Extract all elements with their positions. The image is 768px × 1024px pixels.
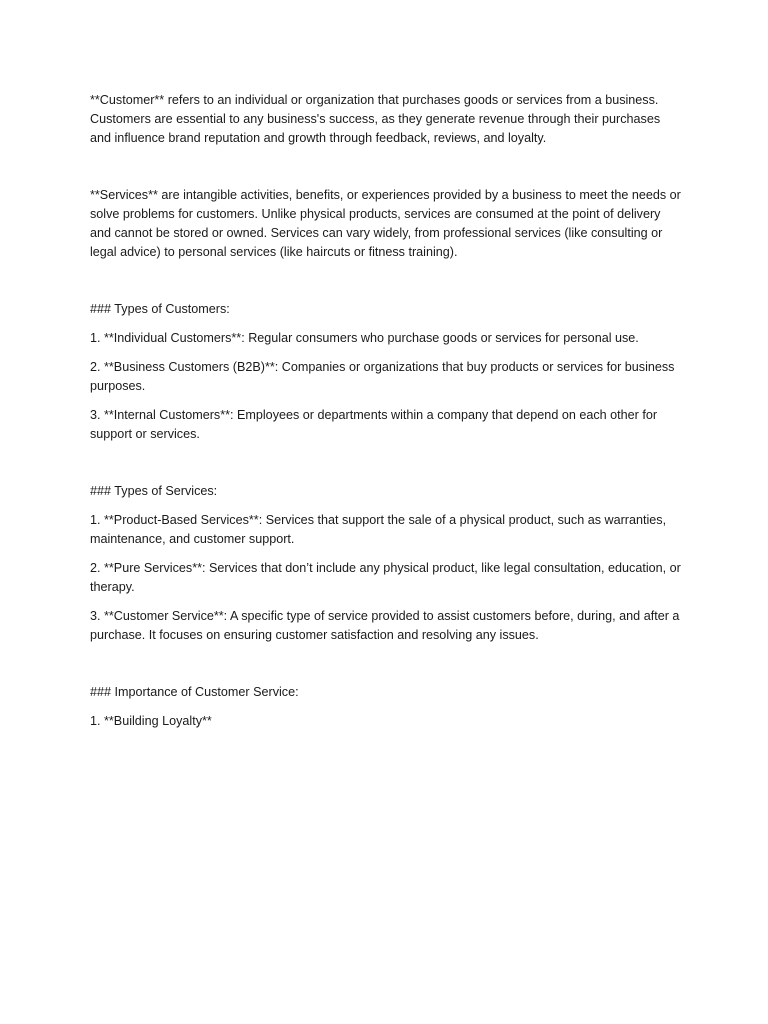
types-of-services-heading: ### Types of Services: xyxy=(90,484,218,498)
service-type-item: 1. **Product-Based Services**: Services that support the sale of a physical product, such as warranties, maintenance, and customer support. xyxy=(90,513,667,546)
importance-of-customer-service-heading: ### Importance of Customer Service: xyxy=(90,685,299,699)
document-body xyxy=(90,91,682,741)
importance-item: 1. **Building Loyalty** xyxy=(90,714,212,728)
service-type-item: 2. **Pure Services**: Services that don’t include any physical product, like legal consultation, education, or therapy. xyxy=(90,561,681,594)
customer-definition-paragraph: **Customer** refers to an individual or organization that purchases goods or services from a business. Customers are essential to any business's success, as they generate revenue through their purchases and influence brand reputation and growth through feedback, reviews, and loyalty. xyxy=(90,93,661,145)
service-type-item: 3. **Customer Service**: A specific type of service provided to assist customers before, during, and after a purchase. It focuses on ensuring customer satisfaction and resolving any issues. xyxy=(90,609,680,642)
types-of-customers-heading: ### Types of Customers: xyxy=(90,302,230,316)
customer-type-item: 2. **Business Customers (B2B)**: Companies or organizations that buy products or services for business purposes. xyxy=(90,360,675,393)
services-definition-paragraph: **Services** are intangible activities, benefits, or experiences provided by a business to meet the needs or solve problems for customers. Unlike physical products, services are consumed at the point of delivery and cannot be stored or owned. Services can vary widely, from professional services (like consulting or legal advice) to personal services (like haircuts or fitness training). xyxy=(90,188,681,259)
customer-type-item: 3. **Internal Customers**: Employees or departments within a company that depend on each other for support or services. xyxy=(90,408,658,441)
customer-type-item: 1. **Individual Customers**: Regular consumers who purchase goods or services for personal use. xyxy=(90,331,639,345)
